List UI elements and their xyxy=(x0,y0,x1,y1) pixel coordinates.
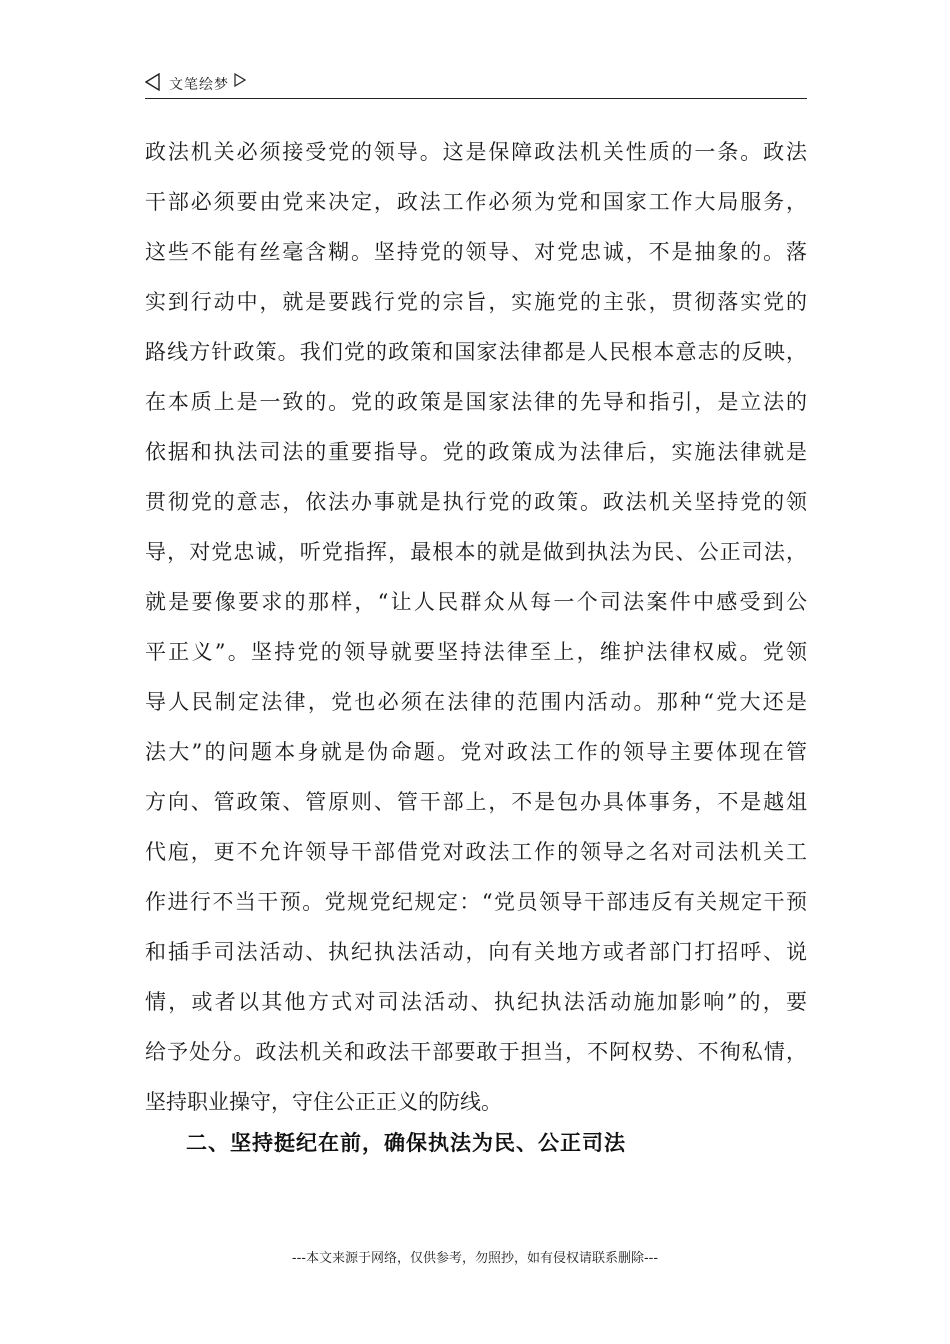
paragraph-line: 路线方针政策。我们党的政策和国家法律都是人民根本意志的反映， xyxy=(145,340,807,364)
paragraph-line: 贯彻党的意志，依法办事就是执行党的政策。政法机关坚持党的领 xyxy=(145,490,807,514)
paragraph-line: 坚持职业操守，守住公正正义的防线。 xyxy=(145,1090,502,1114)
paragraph-line: 就是要像要求的那样，“让人民群众从每一个司法案件中感受到公 xyxy=(145,590,807,614)
triangle-left-icon xyxy=(145,73,160,91)
page-header xyxy=(145,68,807,99)
paragraph-line: 方向、管政策、管原则、管干部上，不是包办具体事务，不是越俎 xyxy=(145,790,807,814)
paragraph-line: 情，或者以其他方式对司法活动、执纪执法活动施加影响”的，要 xyxy=(145,990,807,1014)
paragraph-line: 干部必须要由党来决定，政法工作必须为党和国家工作大局服务， xyxy=(145,190,807,214)
paragraph-line: 代庖，更不允许领导干部借党对政法工作的领导之名对司法机关工 xyxy=(145,840,807,864)
paragraph-line: 导，对党忠诚，听党指挥，最根本的就是做到执法为民、公正司法， xyxy=(145,540,807,564)
header-title: 文笔绘梦 xyxy=(169,77,229,93)
paragraph-line: 平正义”。坚持党的领导就要坚持法律至上，维护法律权威。党领 xyxy=(145,640,807,664)
triangle-right-icon xyxy=(234,73,246,87)
paragraph-line: 依据和执法司法的重要指导。党的政策成为法律后，实施法律就是 xyxy=(145,440,807,464)
paragraph-line: 导人民制定法律，党也必须在法律的范围内活动。那种“党大还是 xyxy=(145,690,807,714)
paragraph-line: 政法机关必须接受党的领导。这是保障政法机关性质的一条。政法 xyxy=(145,140,807,164)
section-heading: 二、坚持挺纪在前，确保执法为民、公正司法 xyxy=(186,1131,626,1155)
paragraph-line: 和插手司法活动、执纪执法活动，向有关地方或者部门打招呼、说 xyxy=(145,940,807,964)
paragraph-line: 法大”的问题本身就是伪命题。党对政法工作的领导主要体现在管 xyxy=(145,740,807,764)
footer-disclaimer: ---本文来源于网络，仅供参考，勿照抄，如有侵权请联系删除--- xyxy=(291,1251,659,1266)
paragraph-line: 这些不能有丝毫含糊。坚持党的领导、对党忠诚，不是抽象的。落 xyxy=(145,240,807,264)
paragraph-line: 实到行动中，就是要践行党的宗旨，实施党的主张，贯彻落实党的 xyxy=(145,290,807,314)
paragraph-line: 作进行不当干预。党规党纪规定：“党员领导干部违反有关规定干预 xyxy=(145,890,807,914)
body-paragraph xyxy=(145,130,807,1130)
paragraph-line: 给予处分。政法机关和政法干部要敢于担当，不阿权势、不徇私情， xyxy=(145,1040,807,1064)
paragraph-line: 在本质上是一致的。党的政策是国家法律的先导和指引，是立法的 xyxy=(145,390,807,414)
